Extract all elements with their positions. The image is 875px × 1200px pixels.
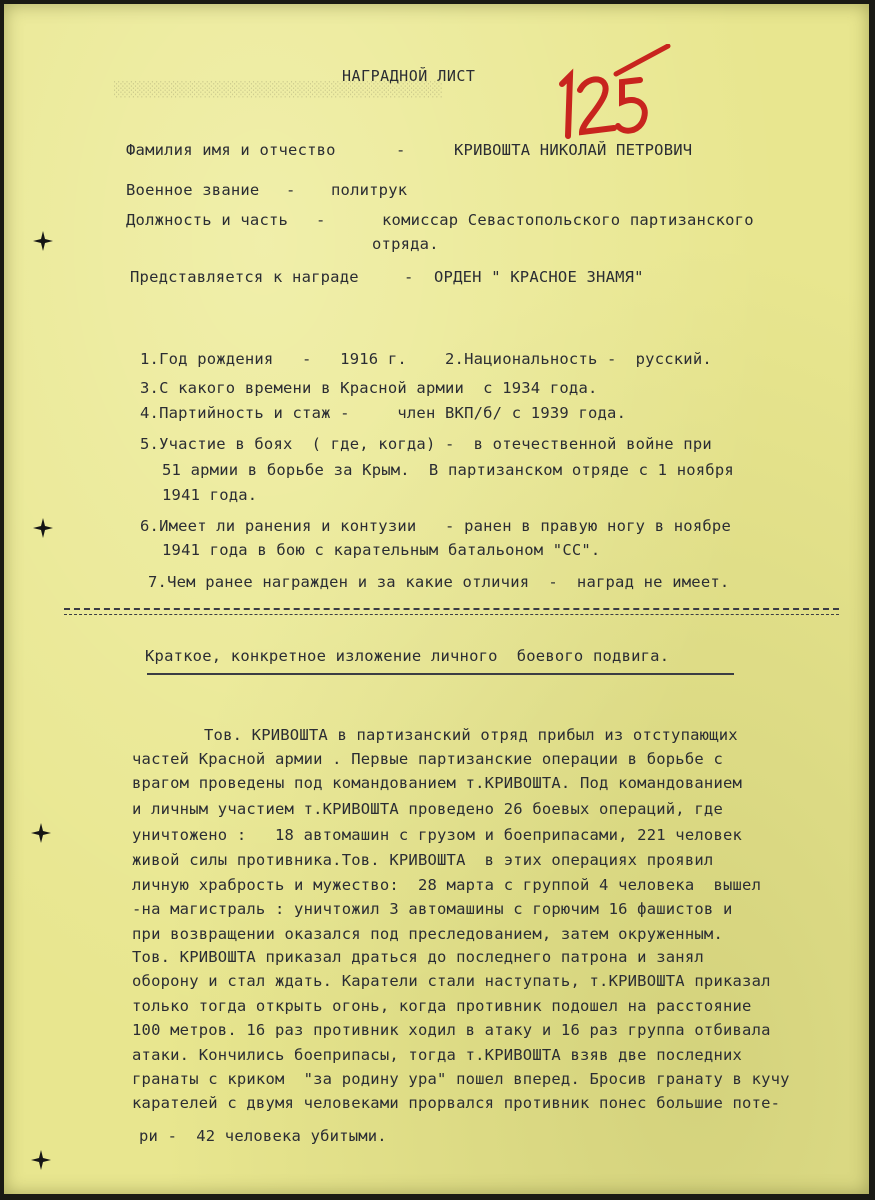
- separator-rule-secondary: [64, 614, 839, 615]
- item-line: 4.Партийность и стаж - член ВКП/б/ с 1939 года.: [140, 404, 627, 422]
- body-line: Тов. КРИВОШТА приказал драться до последнего патрона и занял: [132, 948, 704, 966]
- field-name-sep: -: [396, 141, 406, 159]
- punch-hole-icon: [32, 230, 54, 252]
- body-line: 100 метров. 16 раз противник ходил в атаку и 16 раз группа отбивала: [132, 1021, 771, 1039]
- body-line: ри - 42 человека убитыми.: [139, 1127, 387, 1145]
- item-line: 1941 года.: [162, 486, 258, 504]
- field-position-sep: -: [316, 211, 326, 229]
- item-line: 51 армии в борьбе за Крым. В партизанском отряде с 1 ноября: [162, 461, 734, 479]
- item-line: 6.Имеет ли ранения и контузии - ранен в правую ногу в ноябре: [140, 517, 731, 535]
- separator-rule: [64, 608, 839, 610]
- field-name-value: КРИВОШТА НИКОЛАЙ ПЕТРОВИЧ: [454, 141, 693, 159]
- document-title: НАГРАДНОЙ ЛИСТ: [342, 67, 476, 85]
- section-heading: Краткое, конкретное изложение личного боевого подвига.: [145, 647, 670, 665]
- body-line: и личным участием т.КРИВОШТА проведено 26 боевых операций, где: [132, 800, 723, 818]
- item-line: 3.С какого времени в Красной армии с 1934 года.: [140, 379, 598, 397]
- punch-hole-icon: [32, 517, 54, 539]
- red-number-drawing: [552, 44, 672, 154]
- item-line: 1941 года в бою с карательным батальоном "СС".: [162, 541, 601, 559]
- body-line: личную храбрость и мужество: 28 марта с группой 4 человека вышел: [132, 876, 762, 894]
- field-award-sep: -: [404, 268, 414, 286]
- body-line: -на магистраль : уничтожил 3 автомашины с горючим 16 фашистов и: [132, 900, 733, 918]
- section-heading-underline: [147, 673, 734, 675]
- body-line: только тогда открыть огонь, когда противник подошел на расстояние: [132, 997, 752, 1015]
- document-sheet: [4, 4, 869, 1194]
- body-line: гранаты с криком "за родину ура" пошел вперед. Бросив гранату в кучу: [132, 1070, 790, 1088]
- handwritten-number-stamp: [552, 44, 672, 154]
- field-name-label: Фамилия имя и отчество: [126, 141, 336, 159]
- item-line: 5.Участие в боях ( где, когда) - в отечественной войне при: [140, 435, 712, 453]
- body-line: оборону и стал ждать. Каратели стали наступать, т.КРИВОШТА приказал: [132, 972, 771, 990]
- field-rank-value: политрук: [331, 181, 408, 199]
- field-award-value: ОРДЕН " КРАСНОЕ ЗНАМЯ": [434, 268, 644, 286]
- body-line: Тов. КРИВОШТА в партизанский отряд прибыл из отступающих: [204, 726, 738, 744]
- field-award-label: Представляется к награде: [130, 268, 359, 286]
- body-line: карателей с двумя человеками прорвался противник понес большие поте-: [132, 1094, 781, 1112]
- body-line: уничтожено : 18 автомашин с грузом и боеприпасами, 221 человек: [132, 826, 743, 844]
- item-line: 1.Год рождения - 1916 г. 2.Национальность - русский.: [140, 350, 712, 368]
- body-line: атаки. Кончились боеприпасы, тогда т.КРИВОШТА взяв две последних: [132, 1046, 743, 1064]
- field-position-value-cont: отряда.: [372, 235, 439, 253]
- field-rank-sep: -: [286, 181, 296, 199]
- body-line: живой силы противника.Тов. КРИВОШТА в этих операциях проявил: [132, 851, 714, 869]
- punch-hole-icon: [30, 822, 52, 844]
- body-line: частей Красной армии . Первые партизанские операции в борьбе с: [132, 750, 723, 768]
- body-line: при возвращении оказался под преследованием, затем окруженным.: [132, 925, 723, 943]
- field-position-value: комиссар Севастопольского партизанского: [382, 211, 754, 229]
- item-line: 7.Чем ранее награжден и за какие отличия - наград не имеет.: [148, 573, 730, 591]
- punch-hole-icon: [30, 1149, 52, 1171]
- field-rank-label: Военное звание: [126, 181, 260, 199]
- field-position-label: Должность и часть: [126, 211, 289, 229]
- bleed-through-text: ░░░░░░░░░░░░░░░░░░░░░░░░░░░░░░░░░░░░░░░: [114, 82, 443, 98]
- body-line: врагом проведены под командованием т.КРИВОШТА. Под командованием: [132, 774, 743, 792]
